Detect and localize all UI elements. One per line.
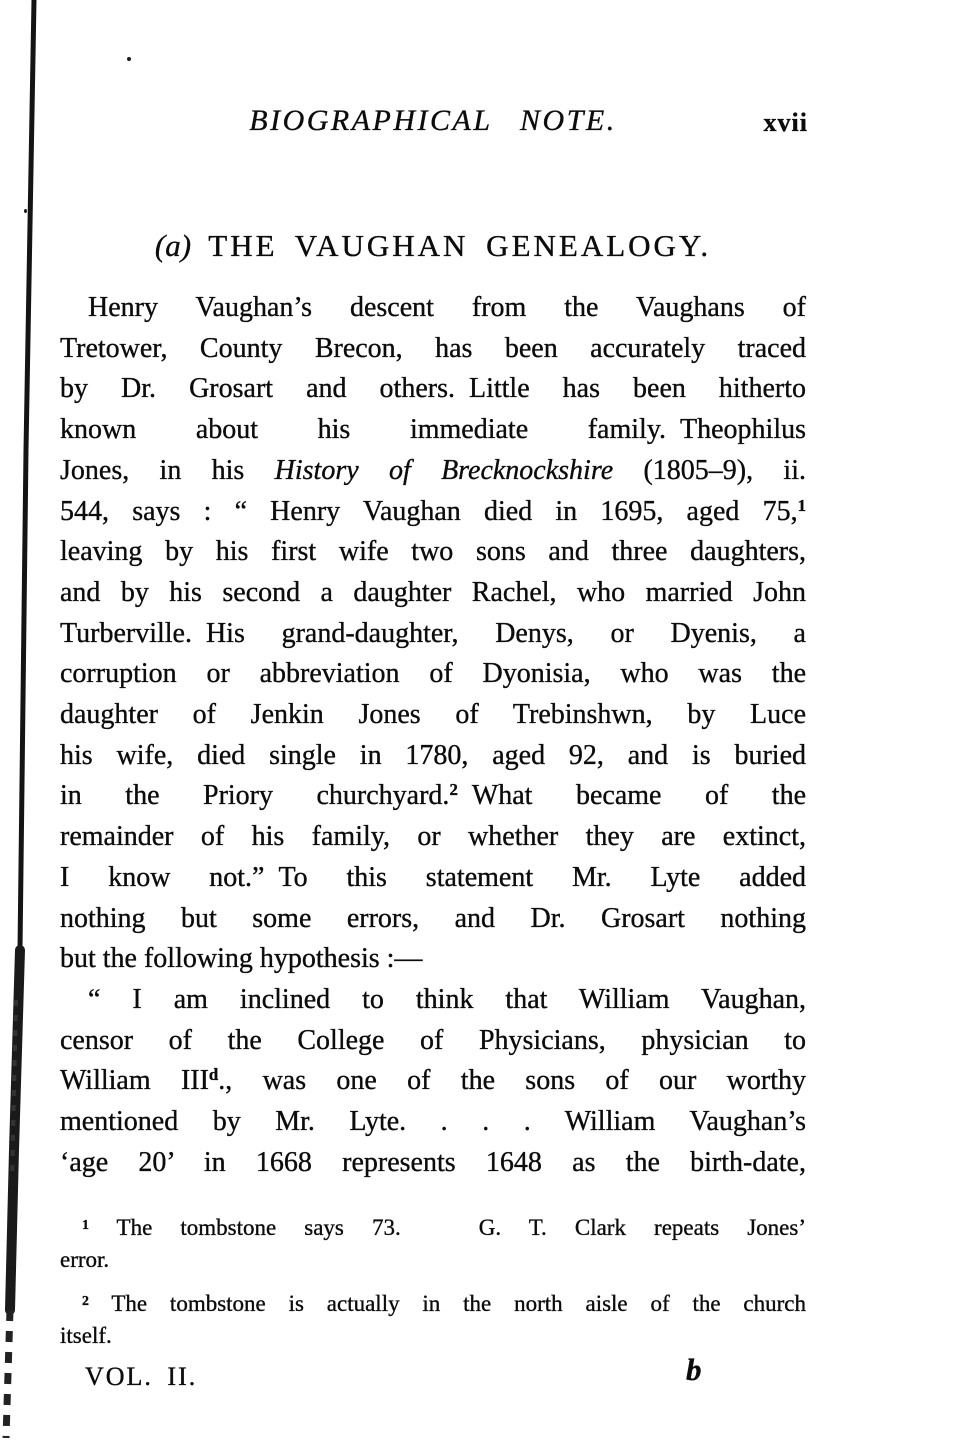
text-line [60,858,806,899]
text-segment: by Dr. Grosart and others. Little has been hitherto [60,373,806,405]
scan-speckle [24,209,27,213]
text-line [60,695,806,736]
text-line [60,776,806,817]
page-number: xvii [763,108,808,137]
text-segment: known about his immediate family. Theophilus [60,414,806,446]
text-segment: Turberville. His grand-daughter, Denys, or Dyenis, a [60,617,806,649]
superscript-mark: 1 [82,1217,89,1232]
text-line [60,1244,806,1276]
text-line [60,817,806,858]
text-line [60,1021,806,1062]
text-segment: itself. [60,1323,112,1348]
footnote [60,1212,806,1276]
footnote [60,1288,806,1352]
body-text [60,288,806,1183]
volume-label: VOL. II. [85,1362,198,1391]
text-segment: corruption or abbreviation of Dyonisia, who was the [60,658,806,690]
text-line [60,288,806,329]
text-segment: I know not.” To this statement Mr. Lyte added [60,861,806,893]
text-segment: and by his second a daughter Rachel, who married John [60,576,806,608]
footnotes [60,1212,806,1364]
text-segment: (1805–9), ii. [613,454,806,486]
running-head-title: BIOGRAPHICAL NOTE. [249,104,617,137]
text-line [60,1102,806,1143]
text-segment: his wife, died single in 1780, aged 92, and is buried [60,739,806,771]
text-line [60,1288,806,1320]
text-segment: The tombstone is actually in the north aisle of the church [88,1291,806,1316]
scan-speckle [127,57,131,61]
text-segment: 544, says : “ Henry Vaughan died in 1695, aged 75, [60,495,798,527]
text-line [60,451,806,492]
text-segment: leaving by his first wife two sons and three daughters, [60,536,806,568]
text-segment: G. T. Clark repeats Jones’ [478,1215,806,1240]
text-segment: ‘age 20’ in 1668 represents 1648 as the birth-date, [60,1146,806,1178]
italic-text: History of Brecknockshire [274,454,614,486]
text-segment: “ I am inclined to think that William Vaughan, [88,983,806,1015]
text-segment: in the Priory churchyard. [60,780,450,812]
text-line [60,1212,806,1244]
text-line [60,329,806,370]
text-line [60,736,806,777]
text-segment: error. [60,1247,110,1272]
paragraph [60,980,806,1184]
text-segment: Tretower, County Brecon, has been accurately traced [60,332,806,364]
text-segment: William III [60,1065,209,1097]
text-segment: ., was one of the sons of our worthy [218,1065,806,1097]
superscript-mark: d [208,1065,219,1085]
text-segment: censor of the College of Physicians, physician to [60,1024,806,1056]
paragraph [60,288,806,980]
text-segment: mentioned by Mr. Lyte. . . . William Vaughan’s [60,1106,806,1138]
section-heading-text: THE VAUGHAN GENEALOGY. [191,228,712,263]
text-line [60,369,806,410]
section-heading-prefix: (a) [154,228,192,263]
text-segment: but the following hypothesis :— [60,943,423,975]
text-line [60,492,806,533]
text-line [60,1143,806,1184]
text-segment: daughter of Jenkin Jones of Trebinshwn, by Luce [60,699,806,731]
text-line [60,980,806,1021]
text-segment: remainder of his family, or whether they are extinct, [60,821,806,853]
text-line [60,410,806,451]
text-line [60,532,806,573]
text-line [60,614,806,655]
text-line [60,573,806,614]
superscript-mark: 2 [449,780,458,800]
text-segment: nothing but some errors, and Dr. Grosart nothing [60,902,806,934]
text-line [60,1320,806,1352]
text-segment: The tombstone says 73. [88,1215,401,1240]
text-line [60,939,806,980]
text-line [60,899,806,940]
text-segment: Jones, in his [60,454,275,486]
text-line [60,654,806,695]
superscript-mark: 1 [797,495,806,515]
text-line [60,1061,806,1102]
section-heading [60,228,806,264]
page-gutter-edge [0,0,60,1444]
text-segment: Henry Vaughan’s descent from the Vaughans of [88,292,806,323]
text-segment: What became of the [457,780,806,812]
signature-mark: b [686,1352,702,1387]
superscript-mark: 2 [82,1293,89,1308]
